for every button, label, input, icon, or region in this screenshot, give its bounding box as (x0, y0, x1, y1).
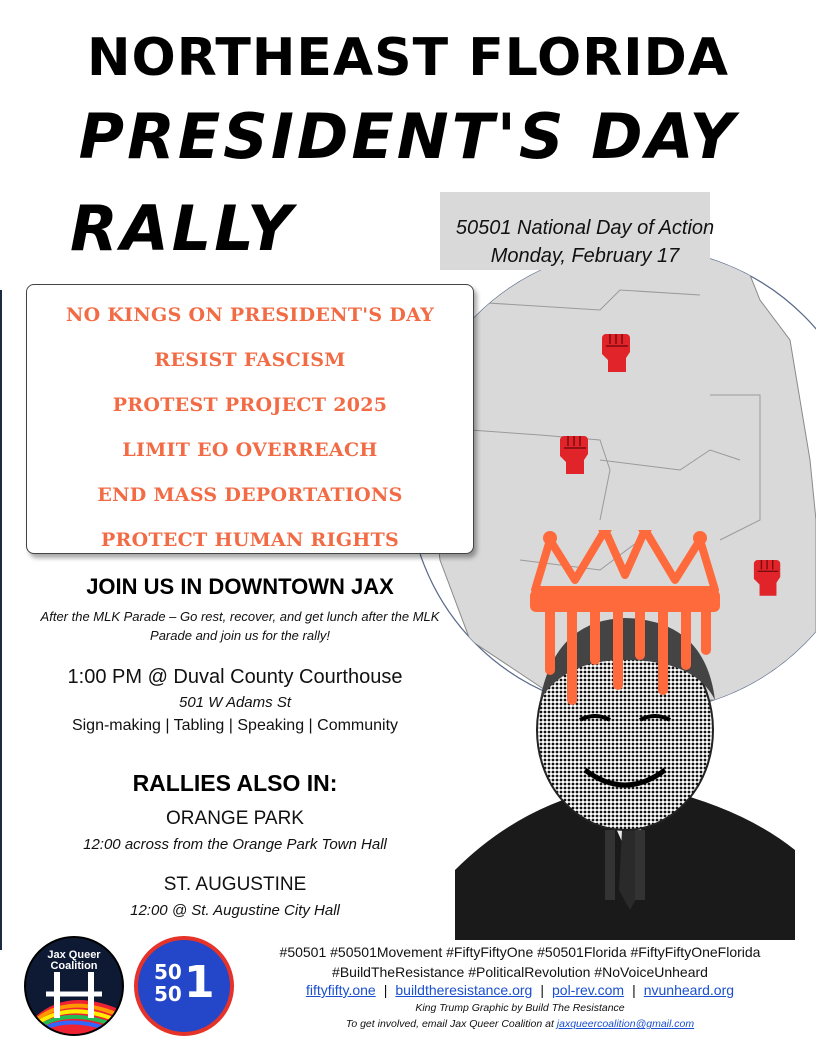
demand-item: RESIST FASCISM (154, 349, 346, 371)
demand-item: LIMIT EO OVERREACH (122, 439, 378, 461)
crowned-figure-graphic (455, 530, 795, 940)
demands-box (26, 284, 474, 554)
raised-fist-icon (600, 330, 634, 372)
activities: Sign-making | Tabling | Speaking | Community (71, 717, 399, 734)
contact-email[interactable]: jaxqueercoalition@gmail.com (556, 1018, 695, 1030)
rallies-also-heading: RALLIES ALSO IN: (132, 770, 338, 796)
event-date: Monday, February 17 (490, 245, 680, 267)
hashtags-line-1: #50501 #50501Movement #FiftyFiftyOne #50501Florida #FiftyFiftyOneFlorida (279, 944, 761, 960)
link-polrev[interactable]: pol-rev.com (552, 982, 625, 998)
bridge-rainbow-icon (26, 938, 122, 1034)
address: 501 W Adams St (179, 694, 291, 711)
left-divider (0, 290, 2, 950)
location-name: ORANGE PARK (166, 808, 304, 829)
join-subtitle: After the MLK Parade – Go rest, recover, and get lunch after the MLK Parade and join us for the rally! (40, 609, 440, 643)
hashtags (250, 942, 790, 982)
fifty-fifty-one-logo (134, 936, 234, 1036)
time-and-place: 1:00 PM @ Duval County Courthouse (67, 666, 403, 688)
demand-item: NO KINGS ON PRESIDENT'S DAY (65, 304, 435, 326)
link-fiftyfifty[interactable]: fiftyfifty.one (305, 982, 376, 998)
demand-item: PROTEST PROJECT 2025 (112, 394, 388, 416)
jqc-logo-line-1: Jax Queer (47, 949, 101, 961)
location-detail: 12:00 across from the Orange Park Town Hall (83, 836, 387, 853)
graphic-credit: King Trump Graphic by Build The Resistance (415, 1002, 625, 1014)
link-buildtheresistance[interactable]: buildtheresistance.org (395, 982, 533, 998)
raised-fist-icon (558, 432, 592, 474)
title-line-1: NORTHEAST FLORIDA (86, 28, 729, 88)
day-of-action (430, 214, 740, 270)
title-line-3: RALLY (70, 192, 295, 265)
jax-queer-coalition-logo (24, 936, 124, 1036)
footer-links: fiftyfifty.one | buildtheresistance.org | pol-rev.com | nvunheard.org (305, 982, 735, 998)
title-line-2: PRESIDENT'S DAY (78, 100, 738, 173)
contact-line (250, 1018, 790, 1030)
join-heading: JOIN US IN DOWNTOWN JAX (86, 574, 394, 599)
logo-fifty-bottom: 50 (154, 982, 182, 1006)
location-detail: 12:00 @ St. Augustine City Hall (130, 902, 340, 919)
logo-one: 1 (184, 957, 215, 1008)
logo-fifty-top: 50 (154, 960, 182, 984)
location-name: ST. AUGUSTINE (163, 874, 307, 895)
hashtags-line-2: #BuildTheResistance #PoliticalRevolution #NoVoiceUnheard (332, 964, 708, 980)
demand-item: END MASS DEPORTATIONS (97, 484, 403, 506)
demands-list (27, 285, 473, 563)
link-nvunheard[interactable]: nvunheard.org (643, 982, 735, 998)
day-of-action-label: 50501 National Day of Action (455, 217, 715, 239)
contact-prefix: To get involved, email Jax Queer Coalition at (345, 1018, 554, 1030)
jqc-logo-line-2: Coalition (50, 960, 98, 972)
demand-item: PROTECT HUMAN RIGHTS (100, 529, 400, 551)
